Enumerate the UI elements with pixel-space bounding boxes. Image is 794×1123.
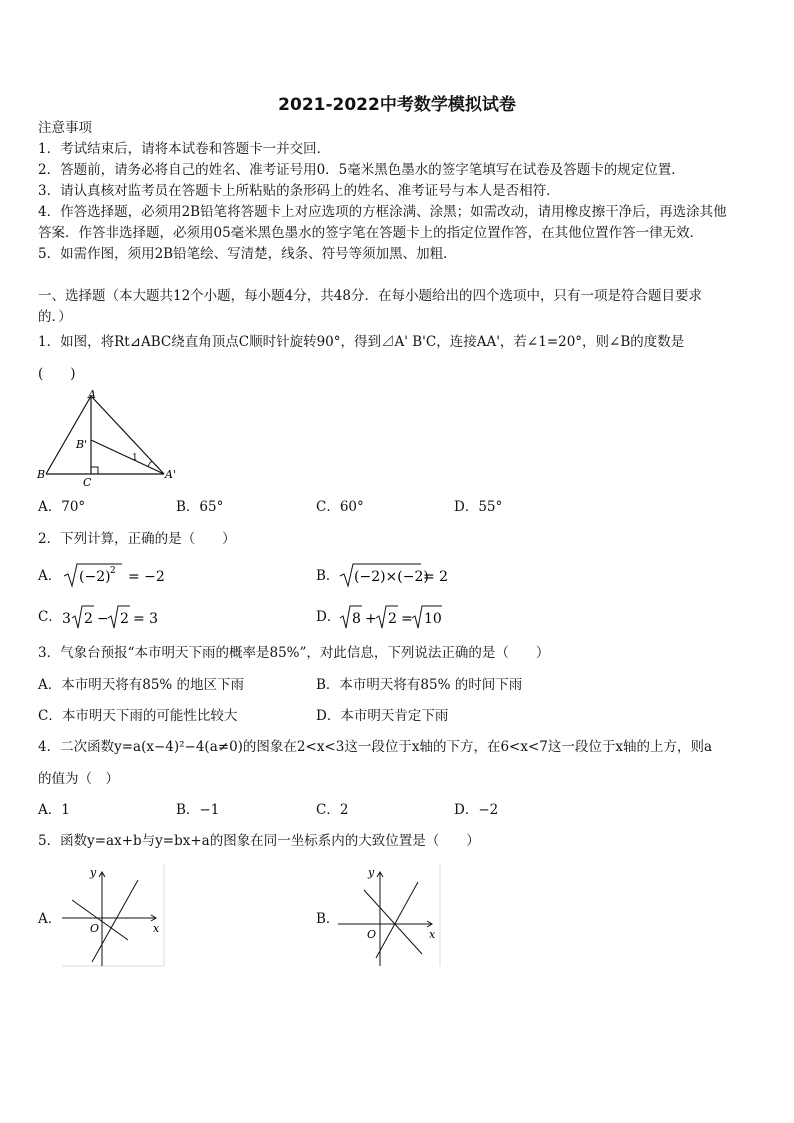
q2-option-a-expr: [62, 560, 172, 590]
q2-option-b-label: B．: [316, 568, 340, 584]
q4-stem: 4．二次函数y=a(x−4)²−4(a≠0)的图象在2<x<3这一段位于x轴的下方，在6<x<7这一段位于x轴的上方，则a: [38, 739, 713, 755]
q1-stem: 1．如图，将Rt⊿ABC绕直角顶点C顺时针旋转90°，得到⊿A' B'C，连接AA'，若∠1=20°，则∠B的度数是: [38, 334, 685, 350]
q5-option-a-label: A．: [38, 911, 62, 927]
q5-option-a-graph: [60, 862, 166, 972]
label-angle-1: 1: [132, 453, 138, 463]
q2-c-radicand-1: 2: [84, 611, 93, 627]
q1-option-a: A．70°: [38, 499, 86, 515]
notice-heading: 注意事项: [38, 120, 92, 136]
label-C: C: [83, 476, 92, 488]
q4-stem-cont: 的值为（ ）: [38, 771, 119, 787]
q2-a-exponent: 2: [110, 566, 116, 576]
section-heading-cont: 的．）: [38, 309, 72, 325]
q2-d-radicand-1: 8: [352, 611, 361, 627]
q2-option-c-expr: [60, 602, 170, 632]
q5-a-y-label: y: [90, 866, 97, 879]
q2-option-d-expr: [338, 602, 448, 632]
notice-item-4: 4．作答选择题，必须用2B铅笔将答题卡上对应选项的方框涂满、涂黑；如需改动，请用橡皮擦干净后，再选涂其他: [38, 204, 727, 220]
q5-option-b-label: B．: [316, 911, 340, 927]
q4-option-c: C．2: [316, 802, 349, 818]
q5-stem: 5．函数y=ax+b与y=bx+a的图象在同一坐标系内的大致位置是（ ）: [38, 833, 480, 849]
q5-option-b-graph: [336, 862, 442, 972]
q3-option-b: B．本市明天将有85% 的时间下雨: [316, 677, 523, 693]
q2-c-radicand-2: 2: [120, 611, 129, 627]
label-B-prime: B': [76, 438, 88, 451]
notice-item-1: 1．考试结束后，请将本试卷和答题卡一并交回．: [38, 141, 331, 157]
q5-a-origin-label: O: [90, 922, 100, 935]
q2-a-rhs: = −2: [128, 569, 165, 585]
section-heading: 一、选择题（本大题共12个小题，每小题4分，共48分．在每小题给出的四个选项中，只有一项是符合题目要求: [38, 288, 702, 304]
q3-stem: 3．气象台预报“本市明天下雨的概率是85%”，对此信息，下列说法正确的是（ ）: [38, 645, 550, 661]
q4-option-b: B．−1: [176, 802, 220, 818]
q3-option-a: A．本市明天将有85% 的地区下雨: [38, 677, 245, 693]
q5-b-origin-label: O: [367, 928, 377, 941]
q2-option-b-expr: [338, 560, 458, 590]
q2-c-coef: 3: [62, 611, 71, 627]
q2-stem: 2．下列计算，正确的是（ ）: [38, 531, 236, 547]
q2-b-radicand: (−2)×(−2): [354, 569, 429, 585]
q2-c-rhs: = 3: [133, 611, 159, 627]
q2-b-rhs: = 2: [423, 569, 449, 585]
q1-triangle-figure: [36, 388, 186, 488]
label-A-prime: A': [165, 468, 176, 481]
q1-option-c: C．60°: [316, 499, 364, 515]
exam-title: 2021-2022中考数学模拟试卷: [278, 95, 516, 115]
q2-c-minus: −: [97, 611, 109, 627]
label-B: B: [37, 468, 46, 481]
notice-item-2: 2．答题前，请务必将自己的姓名、准考证号用0．5毫米黑色墨水的签字笔填写在试卷及答题卡的规定位置．: [38, 162, 685, 178]
q4-option-a: A．1: [38, 802, 70, 818]
q3-option-d: D．本市明天肯定下雨: [316, 708, 449, 724]
notice-item-3: 3．请认真核对监考员在答题卡上所粘贴的条形码上的姓名、准考证号与本人是否相符．: [38, 183, 560, 199]
q2-d-eq: =: [401, 611, 413, 627]
q2-d-plus: +: [365, 611, 377, 627]
q5-b-y-label: y: [368, 866, 375, 879]
q5-a-x-label: x: [153, 922, 160, 935]
notice-item-5: 5．如需作图，须用2B铅笔绘、写清楚，线条、符号等须加黑、加粗．: [38, 246, 457, 262]
q5-b-x-label: x: [429, 928, 436, 941]
q1-option-b: B．65°: [176, 499, 224, 515]
q2-option-a-label: A．: [38, 568, 62, 584]
label-A: A: [88, 388, 96, 401]
q2-a-radicand: (−2): [79, 569, 111, 585]
q2-option-d-label: D．: [316, 609, 341, 625]
q1-paren: ( ): [38, 366, 76, 382]
q2-option-c-label: C．: [38, 609, 62, 625]
q3-option-c: C．本市明天下雨的可能性比较大: [38, 708, 238, 724]
q2-d-radicand-3: 10: [424, 611, 442, 627]
q2-d-radicand-2: 2: [388, 611, 397, 627]
q4-option-d: D．−2: [454, 802, 499, 818]
q1-option-d: D．55°: [454, 499, 503, 515]
notice-item-4-cont: 答案．作答非选择题，必须用05毫米黑色墨水的签字笔在答题卡上的指定位置作答，在其他位置作答一律无效．: [38, 225, 704, 241]
